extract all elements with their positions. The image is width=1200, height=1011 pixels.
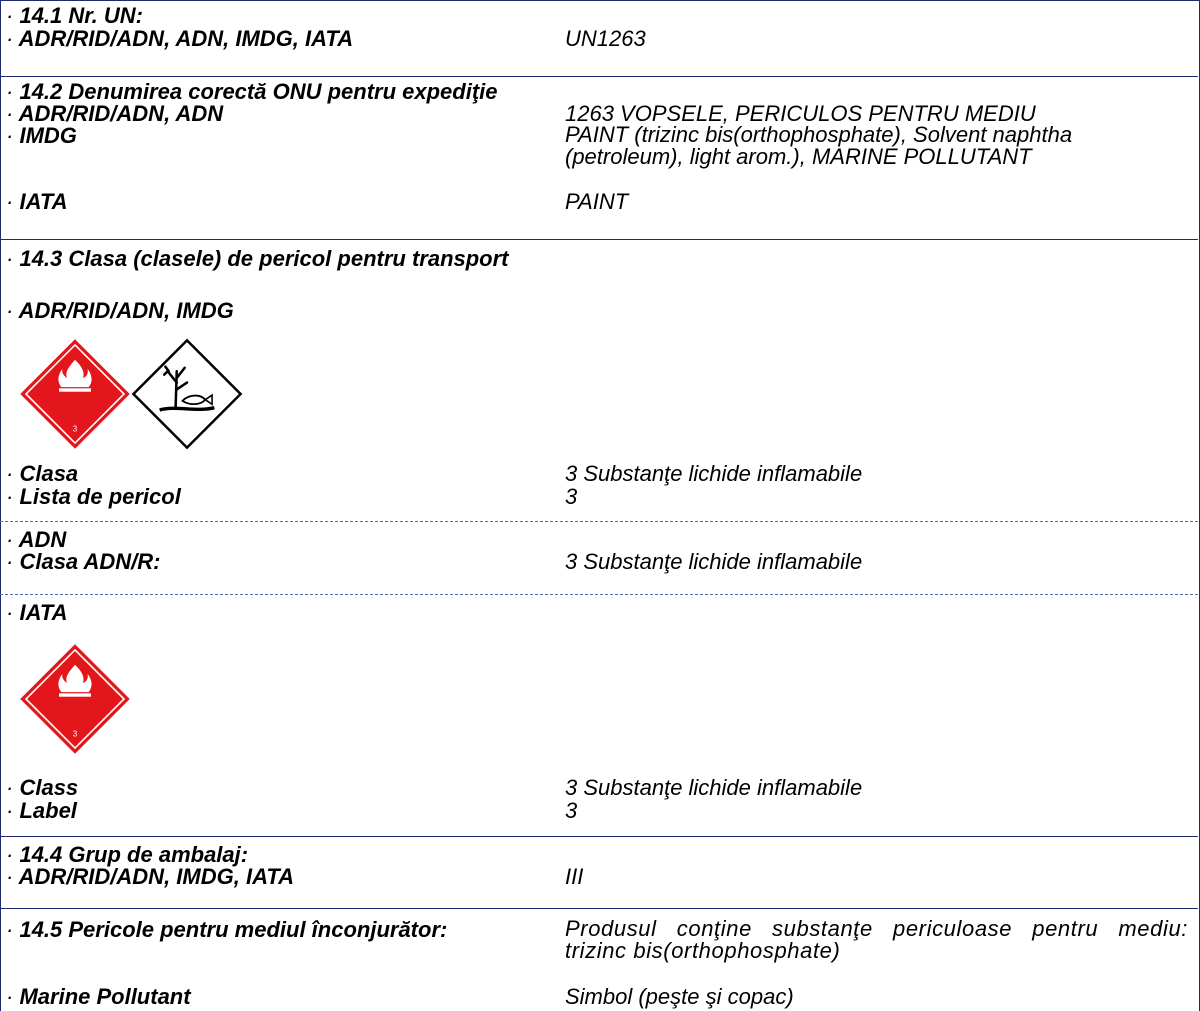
s145-title: · 14.5 Pericole pentru mediul înconjurător: [6,917,448,942]
s144-row-label: · ADR/RID/ADN, IMDG, IATA [6,864,295,889]
s142-row-value: PAINT [565,189,629,214]
s143-adn-heading: · ADN [6,527,67,552]
environmental-hazard-pictogram [130,337,244,451]
flammable-liquid-pictogram [18,642,132,756]
s145-row-label: · Marine Pollutant [6,984,191,1009]
class-number: 3 [72,424,78,434]
s143-class-value: 3 Substanţe lichide inflamabile [565,461,863,486]
section-divider [0,76,1198,77]
s141-title: · 14.1 Nr. UN: [6,3,143,28]
s143-iata-label-label: · Label [6,798,77,823]
section-divider [0,836,1198,837]
s145-row-value: Simbol (peşte şi copac) [565,984,794,1009]
s142-title: · 14.2 Denumirea corectă ONU pentru expediţie [6,79,498,104]
s143-hazard-label: · Lista de pericol [6,484,181,509]
s142-row-value: PAINT (trizinc bis(orthophosphate), Solvent naphtha (petroleum), light arom.), MARINE POLLUTANT [565,122,1073,169]
s143-title: · 14.3 Clasa (clasele) de pericol pentru transport [6,246,509,271]
s143-class-label: · Clasa [6,461,79,486]
s143-iata-class-value: 3 Substanţe lichide inflamabile [565,775,863,800]
s143-iata-label-value: 3 [565,798,578,823]
s143-adn-class-label: · Clasa ADN/R: [6,549,161,574]
s143-group1-heading: · ADR/RID/ADN, IMDG [6,298,234,323]
s144-row-value: III [565,864,584,889]
s141-row-value: UN1263 [565,26,646,51]
s143-iata-class-label: · Class [6,775,79,800]
s143-hazard-value: 3 [565,484,578,509]
s144-title: · 14.4 Grup de ambalaj: [6,842,249,867]
flammable-liquid-pictogram [18,337,132,451]
s143-iata-heading: · IATA [6,600,68,625]
s141-row-label: · ADR/RID/ADN, ADN, IMDG, IATA [6,26,354,51]
dashed-divider [0,521,1198,522]
s145-value: Produsul conţine substanţe periculoase pentru mediu: trizinc bis(orthophosphate) [565,916,1188,963]
s142-row-value: 1263 VOPSELE, PERICULOS PENTRU MEDIU [565,101,1036,126]
s142-row-label: · IATA [6,189,68,214]
diamond-shape [133,340,240,447]
class-number: 3 [72,729,78,739]
dashed-divider [0,594,1198,595]
section-divider [0,239,1198,240]
s142-row-label: · ADR/RID/ADN, ADN [6,101,224,126]
s143-adn-class-value: 3 Substanţe lichide inflamabile [565,549,863,574]
s142-row-label: · IMDG [6,123,77,148]
section-divider [0,908,1198,909]
ground-line [160,408,215,410]
